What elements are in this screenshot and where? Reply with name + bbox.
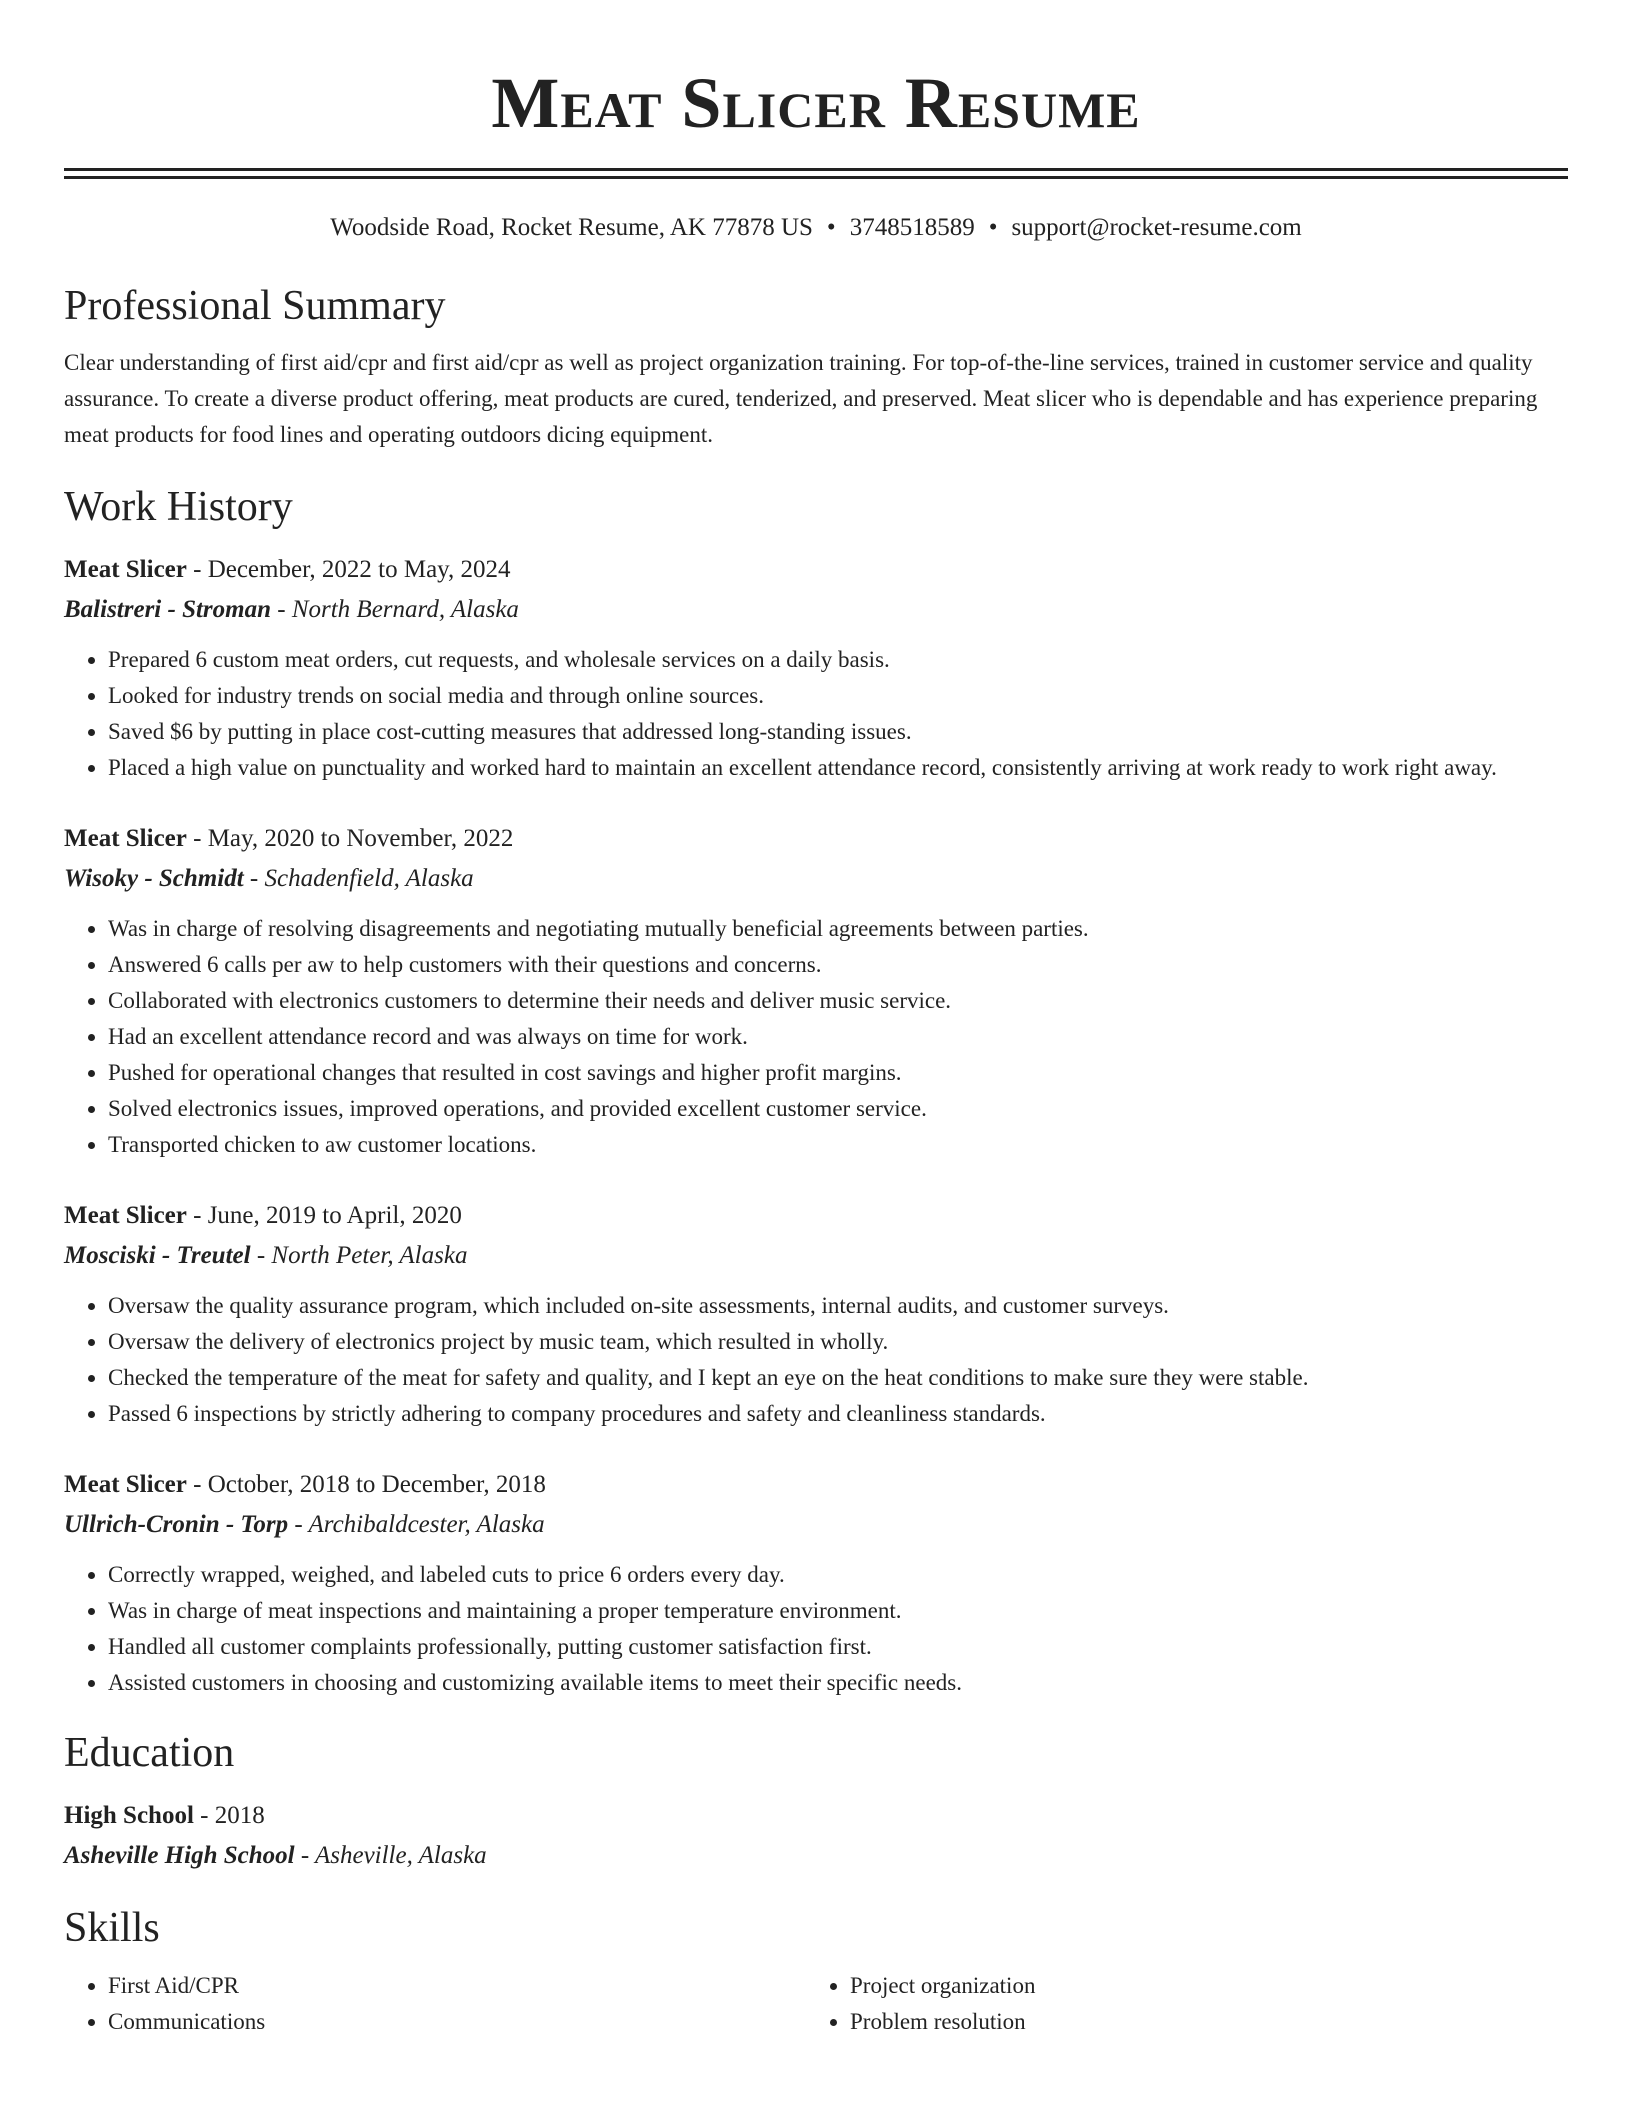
list-item: • Oversaw the quality assurance program, which included on-site assessments, internal audits, and customer surveys. [108,1288,1568,1324]
skill-item: • Communications [108,2004,806,2040]
list-item: • Solved electronics issues, improved operations, and provided excellent customer service. [108,1091,1568,1127]
contact-phone: 3748518589 [849,214,975,241]
job-company-line: Wisoky - Schmidt - Schadenfield, Alaska [64,865,474,892]
job-company: Mosciski - Treutel [64,1242,251,1269]
job-title-line: Meat Slicer - October, 2018 to December, 2018 [64,1471,546,1498]
list-item: • Was in charge of resolving disagreements and negotiating mutually beneficial agreements between parties. [108,911,1568,947]
list-item: • Had an excellent attendance record and was always on time for work. [108,1019,1568,1055]
list-item: • Collaborated with electronics customers to determine their needs and deliver music service. [108,983,1568,1019]
job-entry [64,550,1568,786]
job-role: Meat Slicer [64,825,187,852]
education-entry [64,1796,1568,1876]
job-dates: May, 2020 to November, 2022 [207,825,514,852]
skills-column-right [806,1968,1548,2040]
job-location: Archibaldcester, Alaska [308,1511,545,1538]
contact-separator: • [988,214,998,241]
education-section [64,1727,1568,1876]
job-title-line: Meat Slicer - June, 2019 to April, 2020 [64,1202,462,1229]
job-location: North Peter, Alaska [271,1242,468,1269]
skill-item: • Problem resolution [850,2004,1548,2040]
contact-email: support@rocket-resume.com [1011,214,1302,241]
education-degree: High School [64,1802,194,1829]
list-item: • Was in charge of meat inspections and maintaining a proper temperature environment. [108,1593,1568,1629]
list-item: • Checked the temperature of the meat for safety and quality, and I kept an eye on the heat conditions to make sure they were stable. [108,1360,1568,1396]
job-location: North Bernard, Alaska [291,596,519,623]
contact-separator: • [826,214,836,241]
contact-address: Woodside Road, Rocket Resume, AK 77878 US [330,214,813,241]
list-item: • Passed 6 inspections by strictly adhering to company procedures and safety and cleanliness standards. [108,1396,1568,1432]
list-item: • Saved $6 by putting in place cost-cutting measures that addressed long-standing issues. [108,714,1568,750]
job-company: Ullrich-Cronin - Torp [64,1511,289,1538]
section-heading-skills: Skills [64,1905,160,1951]
section-heading-work-history: Work History [64,484,293,530]
list-item: • Prepared 6 custom meat orders, cut requests, and wholesale services on a daily basis. [108,642,1568,678]
skill-item: • First Aid/CPR [108,1968,806,2004]
summary-text: Clear understanding of first aid/cpr and first aid/cpr as well as project organization training. For top-of-the-line services, trained in customer service and quality assurance. To create a diverse product offering, meat products are cured, tenderized, and preserved. Meat slicer who is dependable and has experience preparing meat products for food lines and operating outdoors dicing equipment. [64,350,1538,447]
job-dates: June, 2019 to April, 2020 [207,1202,462,1229]
job-role: Meat Slicer [64,1202,187,1229]
job-company-line: Ullrich-Cronin - Torp - Archibaldcester, Alaska [64,1511,545,1538]
resume-page [64,0,1568,2040]
skill-item: • Project organization [850,1968,1548,2004]
job-entry [64,819,1568,1163]
education-location: Asheville, Alaska [314,1842,487,1869]
list-item: • Transported chicken to aw customer locations. [108,1127,1568,1163]
job-entry [64,1196,1568,1432]
job-company-line: Mosciski - Treutel - North Peter, Alaska [64,1242,468,1269]
job-role: Meat Slicer [64,556,187,583]
resume-title: Meat Slicer Resume [491,63,1141,143]
education-year: 2018 [214,1802,265,1829]
education-school-line: Asheville High School - Asheville, Alaska [64,1842,487,1869]
skills-section [64,1902,1568,2040]
job-role: Meat Slicer [64,1471,187,1498]
education-school: Asheville High School [64,1842,295,1869]
list-item: • Answered 6 calls per aw to help customers with their questions and concerns. [108,947,1568,983]
title-double-rule [64,168,1568,179]
list-item: • Placed a high value on punctuality and worked hard to maintain an excellent attendance record, consistently arriving at work ready to work right away. [108,750,1568,786]
contact-line [64,212,1568,244]
job-dates: December, 2022 to May, 2024 [207,556,511,583]
list-item: • Correctly wrapped, weighed, and labeled cuts to price 6 orders every day. [108,1557,1568,1593]
job-dates: October, 2018 to December, 2018 [207,1471,546,1498]
job-bullet-list [64,642,1568,786]
job-company: Wisoky - Schmidt [64,865,244,892]
job-bullet-list [64,911,1568,1163]
job-company-line: Balistreri - Stroman - North Bernard, Alaska [64,596,519,623]
list-item: • Handled all customer complaints professionally, putting customer satisfaction first. [108,1629,1568,1665]
job-company: Balistreri - Stroman [64,596,271,623]
job-title-line: Meat Slicer - May, 2020 to November, 2022 [64,825,514,852]
work-history-section [64,481,1568,1701]
skills-list-left [64,1968,806,2040]
professional-summary-section [64,280,1568,453]
list-item: • Looked for industry trends on social media and through online sources. [108,678,1568,714]
list-item: • Pushed for operational changes that resulted in cost savings and higher profit margins. [108,1055,1568,1091]
skills-list-right [806,1968,1548,2040]
section-heading-summary: Professional Summary [64,283,446,329]
job-bullet-list [64,1557,1568,1701]
skills-column-left [64,1968,806,2040]
job-title-line: Meat Slicer - December, 2022 to May, 2024 [64,556,511,583]
education-degree-line: High School - 2018 [64,1802,265,1829]
job-location: Schadenfield, Alaska [264,865,474,892]
job-bullet-list [64,1288,1568,1432]
job-entry [64,1465,1568,1701]
list-item: • Oversaw the delivery of electronics project by music team, which resulted in wholly. [108,1324,1568,1360]
skills-grid [64,1968,1568,2040]
section-heading-education: Education [64,1730,235,1776]
list-item: • Assisted customers in choosing and customizing available items to meet their specific needs. [108,1665,1568,1701]
